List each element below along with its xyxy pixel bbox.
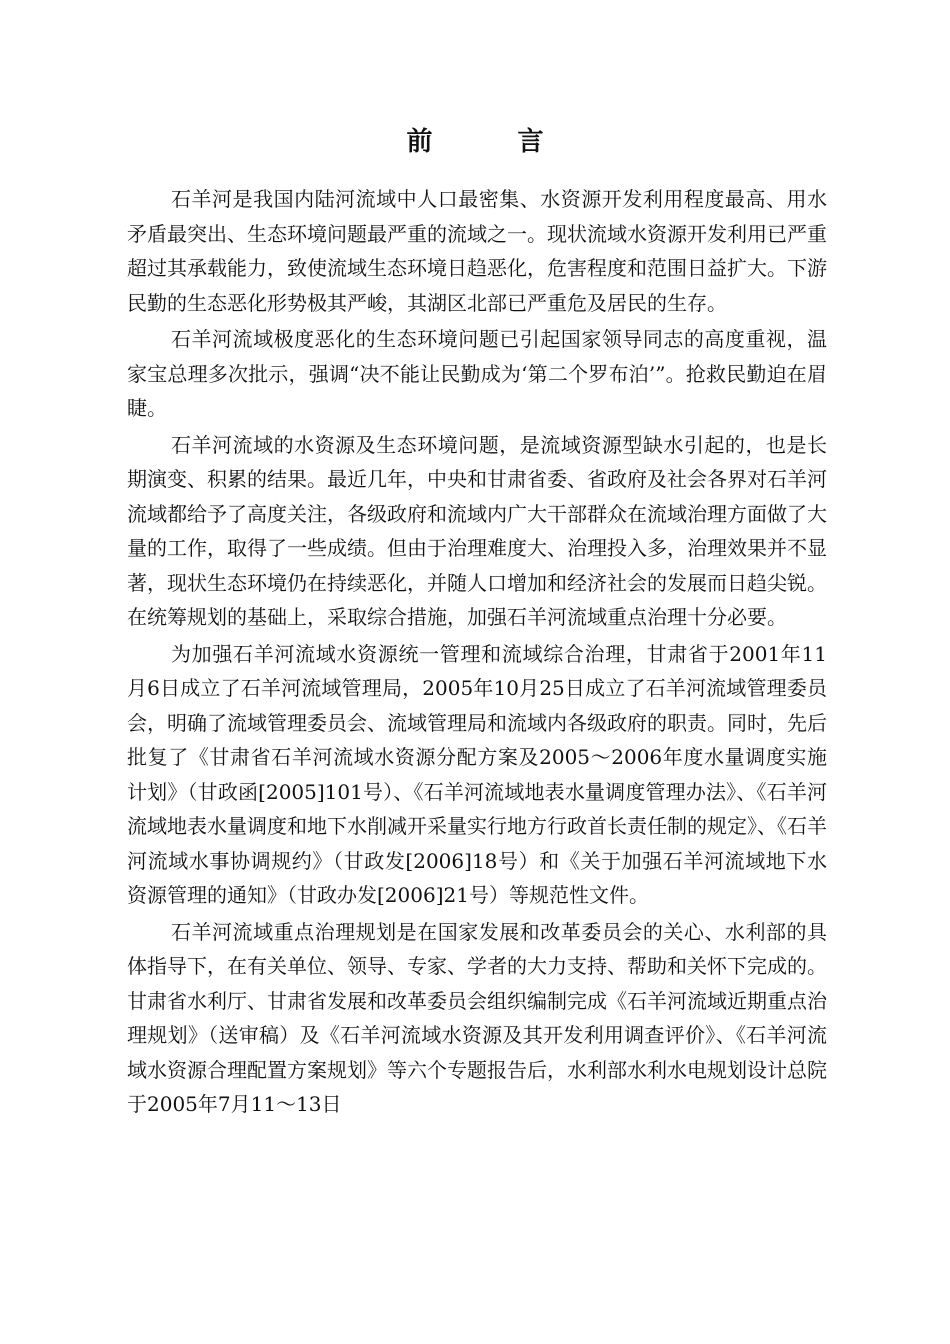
paragraph-1: 石羊河是我国内陆河流域中人口最密集、水资源开发利用程度最高、用水矛盾最突出、生态环境问题最严重的流域之一。现状流域水资源开发利用已严重超过其承载能力，致使流域生态环境日趋恶化，危害程度和范围日益扩大。下游民勤的生态恶化形势极其严峻，其湖区北部已严重危及居民的生存。 bbox=[127, 187, 827, 315]
paragraph-4: 为加强石羊河流域水资源统一管理和流域综合治理，甘肃省于2001年11月6日成立了石羊河流域管理局，2005年10月25日成立了石羊河流域管理委员会，明确了流域管理委员会、流域管理局和流域内各级政府的职责。同时，先后批复了《甘肃省石羊河流域水资源分配方案及2005～2006年度水量调度实施计划》（甘政函[2005]101号）、《石羊河流域地表水量调度管理办法》、《石羊河流域地表水量调度和地下水削减开采量实行地方行政首长责任制的规定》、《石羊河流域水事协调规约》（甘政发[2006]18号）和《关于加强石羊河流域地下水资源管理的通知》（甘政办发[2006]21号）等规范性文件。 bbox=[127, 641, 827, 907]
paragraph-3: 石羊河流域的水资源及生态环境问题，是流域资源型缺水引起的，也是长期演变、积累的结果。最近几年，中央和甘肃省委、省政府及社会各界对石羊河流域都给予了高度关注，各级政府和流域内广大干部群众在流域治理方面做了大量的工作，取得了一些成绩。但由于治理难度大、治理投入多，治理效果并不显著，现状生态环境仍在持续恶化，并随人口增加和经济社会的发展而日趋尖锐。在统筹规划的基础上，采取综合措施，加强石羊河流域重点治理十分必要。 bbox=[127, 432, 827, 629]
document-body bbox=[127, 182, 827, 1122]
paragraph-2: 石羊河流域极度恶化的生态环境问题已引起国家领导同志的高度重视，温家宝总理多次批示，强调“决不能让民勤成为‘第二个罗布泊’”。抢救民勤迫在眉睫。 bbox=[127, 327, 827, 420]
page-title: 前 言 bbox=[406, 127, 582, 157]
paragraph-5: 石羊河流域重点治理规划是在国家发展和改革委员会的关心、水利部的具体指导下，在有关单位、领导、专家、学者的大力支持、帮助和关怀下完成的。甘肃省水利厅、甘肃省发展和改革委员会组织编制完成《石羊河流域近期重点治理规划》（送审稿）及《石羊河流域水资源及其开发利用调查评价》、《石羊河流域水资源合理配置方案规划》等六个专题报告后，水利部水利水电规划设计总院于2005年7月11～13日 bbox=[127, 919, 827, 1116]
